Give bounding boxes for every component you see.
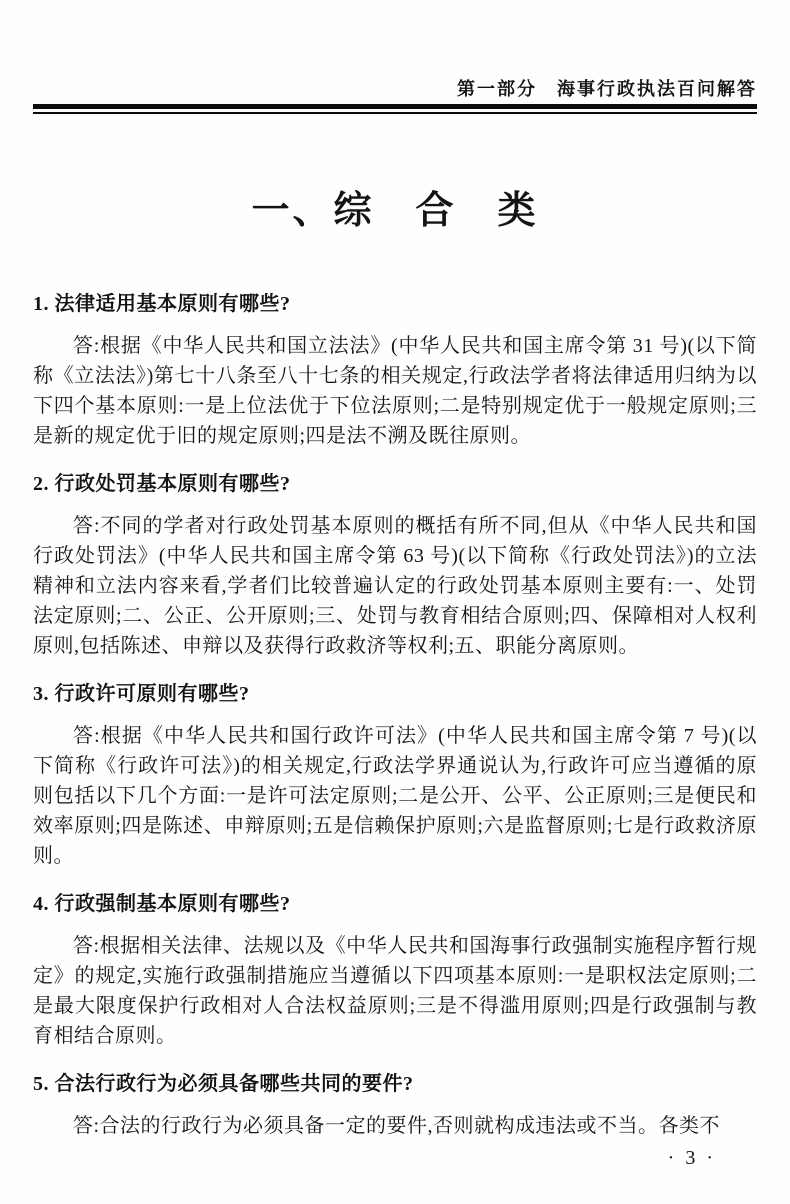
running-header bbox=[33, 78, 757, 100]
running-header-text: 第一部分 海事行政执法百问解答 bbox=[457, 79, 757, 99]
question-heading: 1. 法律适用基本原则有哪些? bbox=[33, 293, 291, 315]
question-heading: 4. 行政强制基本原则有哪些? bbox=[33, 893, 291, 915]
answer-paragraph: 答:根据《中华人民共和国行政许可法》(中华人民共和国主席令第 7 号)(以下简称《行政许可法》)的相关规定,行政法学界通说认为,行政许可应当遵循的原则包括以下几个方面:一是许可法定原则;二是公开、公平、公正原则;三是便民和效率原则;四是陈述、申辩原则;五是信赖保护原则;六是监督原则;七是行政救济原则。 bbox=[33, 725, 757, 867]
chapter-title: 一、综 合 类 bbox=[251, 190, 539, 232]
question-heading: 5. 合法行政行为必须具备哪些共同的要件? bbox=[33, 1073, 414, 1095]
answer-paragraph: 答:根据相关法律、法规以及《中华人民共和国海事行政强制实施程序暂行规定》的规定,实施行政强制措施应当遵循以下四项基本原则:一是职权法定原则;二是最大限度保护行政相对人合法权益原则;三是不得滥用原则;四是行政强制与教育相结合原则。 bbox=[33, 935, 757, 1047]
answer-paragraph: 答:不同的学者对行政处罚基本原则的概括有所不同,但从《中华人民共和国行政处罚法》(中华人民共和国主席令第 63 号)(以下简称《行政处罚法》)的立法精神和立法内容来看,学者们比较普遍认定的行政处罚基本原则主要有:一、处罚法定原则;二、公正、公开原则;三、处罚与教育相结合原则;四、保障相对人权利原则,包括陈述、申辩以及获得行政救济等权利;五、职能分离原则。 bbox=[33, 515, 757, 657]
qa-item-1 bbox=[33, 290, 757, 451]
page-number: · 3 · bbox=[667, 1147, 716, 1169]
answer-paragraph: 答:根据《中华人民共和国立法法》(中华人民共和国主席令第 31 号)(以下简称《立法法》)第七十八条至八十七条的相关规定,行政法学者将法律适用归纳为以下四个基本原则:一是上位法优于下位法原则;二是特别规定优于一般规定原则;三是新的规定优于旧的规定原则;四是法不溯及既往原则。 bbox=[33, 335, 757, 447]
qa-item-5 bbox=[33, 1070, 757, 1141]
header-rule-thin bbox=[33, 112, 757, 114]
qa-content bbox=[33, 290, 757, 1141]
qa-item-2 bbox=[33, 470, 757, 661]
header-rule-thick bbox=[33, 104, 757, 109]
qa-item-4 bbox=[33, 890, 757, 1051]
answer-paragraph: 答:合法的行政行为必须具备一定的要件,否则就构成违法或不当。各类不 bbox=[73, 1115, 721, 1137]
qa-item-3 bbox=[33, 680, 757, 871]
question-heading: 3. 行政许可原则有哪些? bbox=[33, 683, 250, 705]
question-heading: 2. 行政处罚基本原则有哪些? bbox=[33, 473, 291, 495]
header-rule bbox=[33, 104, 757, 114]
